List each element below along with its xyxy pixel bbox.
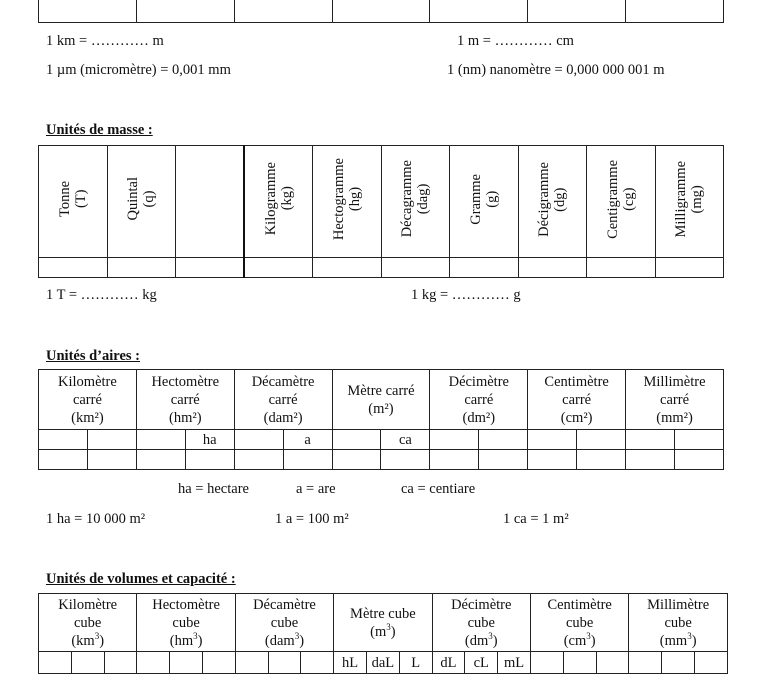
length-cell — [234, 0, 332, 23]
mass-unit-label — [263, 162, 295, 235]
volume-unit-text: Mètre cube — [350, 605, 416, 622]
mass-unit-header — [39, 146, 108, 258]
mass-unit-header — [313, 146, 382, 258]
volume-unit-label — [39, 596, 136, 650]
area-header-row — [39, 370, 724, 430]
mass-unit-header — [244, 146, 313, 258]
mass-unit-name: Hectogramme — [330, 157, 347, 241]
area-cell — [577, 430, 626, 450]
mass-empty-cell — [587, 258, 656, 278]
area-cell — [234, 430, 283, 450]
capacity-unit-cell: dL — [432, 652, 465, 674]
area-cell: ha — [185, 430, 234, 450]
area-cell — [528, 430, 577, 450]
mass-unit-label — [57, 181, 89, 217]
area-unit-text: (km²) — [71, 409, 104, 426]
area-unit-header — [430, 370, 528, 430]
length-conversion: 1 m = ………… cm — [457, 33, 574, 49]
area-cell — [136, 450, 185, 470]
volume-unit-header — [39, 594, 137, 652]
volume-unit-abbr: (dam — [264, 632, 295, 649]
length-cell — [332, 0, 430, 23]
volume-unit-end: ) — [590, 632, 596, 649]
volume-cell — [662, 652, 695, 674]
volume-unit-abbr: (mm — [659, 632, 688, 649]
area-row — [39, 430, 724, 450]
volume-unit-sup: 3 — [193, 630, 198, 641]
volume-cell — [202, 652, 235, 674]
area-equivalence: 1 a = 100 m² — [275, 511, 349, 527]
mass-unit-abbr: (q) — [141, 190, 158, 208]
area-unit-text: (hm²) — [168, 409, 202, 426]
length-cell — [528, 0, 626, 23]
volume-unit-sup: 3 — [687, 630, 692, 641]
area-legend-ca: ca = centiare — [401, 481, 476, 497]
area-cell — [479, 450, 528, 470]
volume-cell — [694, 652, 727, 674]
mass-unit-abbr: (kg) — [278, 186, 295, 212]
mass-unit-name: Décigramme — [536, 161, 553, 237]
mass-unit-label — [673, 161, 705, 238]
volume-header-row — [39, 594, 728, 652]
mass-unit-abbr: (g) — [483, 190, 500, 208]
volume-unit-abbr: (cm — [563, 632, 587, 649]
area-unit-label — [333, 382, 430, 418]
area-cell — [39, 430, 88, 450]
volume-cell — [301, 652, 334, 674]
mass-empty-cell — [655, 258, 724, 278]
mass-unit-label — [605, 160, 637, 239]
area-unit-text: carré — [170, 391, 200, 408]
mass-conversion: 1 kg = ………… g — [411, 287, 521, 303]
volume-unit-end: ) — [99, 632, 105, 649]
mass-empty-row — [39, 258, 724, 278]
mass-unit-name: Centigramme — [604, 159, 621, 239]
area-unit-text: carré — [268, 391, 298, 408]
area-unit-text: carré — [660, 391, 690, 408]
area-cell — [39, 450, 88, 470]
area-cell — [185, 450, 234, 470]
area-cell — [430, 430, 479, 450]
area-unit-text: (mm²) — [656, 409, 693, 426]
volume-unit-text: Décimètre — [451, 596, 512, 613]
mass-empty-cell — [381, 258, 450, 278]
area-unit-header — [332, 370, 430, 430]
volume-unit-label — [433, 596, 530, 650]
length-cell — [626, 0, 724, 23]
mass-unit-name: Tonne — [56, 180, 73, 218]
volume-cell — [563, 652, 596, 674]
area-unit-text: (cm²) — [560, 409, 593, 426]
mass-unit-header — [450, 146, 519, 258]
area-cell — [234, 450, 283, 470]
volume-unit-text: Hectomètre — [152, 596, 220, 613]
mass-unit-abbr: (T) — [72, 189, 89, 209]
area-table — [38, 369, 724, 470]
volume-unit-text: cube — [74, 614, 102, 631]
volume-unit-end: ) — [691, 632, 697, 649]
mass-unit-name: Milligramme — [673, 160, 690, 238]
length-conversion: 1 µm (micromètre) = 0,001 mm — [46, 62, 231, 78]
mass-unit-label — [331, 158, 363, 240]
area-cell — [87, 450, 136, 470]
area-cell — [87, 430, 136, 450]
mass-unit-abbr: (dg) — [552, 186, 569, 212]
area-unit-label — [235, 373, 332, 427]
area-cell: ca — [381, 430, 430, 450]
volume-unit-text: cube — [664, 614, 692, 631]
mass-empty-cell — [107, 258, 176, 278]
volume-row — [39, 652, 728, 674]
area-cell — [674, 450, 723, 470]
area-row — [39, 450, 724, 470]
mass-unit-name: Quintal — [125, 177, 142, 221]
volume-unit-text: cube — [467, 614, 495, 631]
volume-unit-header — [530, 594, 628, 652]
mass-empty-cell — [244, 258, 313, 278]
area-unit-text: carré — [72, 391, 102, 408]
volume-cell — [629, 652, 662, 674]
length-conversion: 1 (nm) nanomètre = 0,000 000 001 m — [447, 62, 665, 78]
mass-empty-cell — [39, 258, 108, 278]
volume-unit-label — [531, 596, 628, 650]
volume-unit-header — [629, 594, 728, 652]
length-cell — [136, 0, 234, 23]
volume-unit-header — [235, 594, 333, 652]
volume-unit-abbr: (m — [370, 623, 387, 640]
area-cell — [528, 450, 577, 470]
volume-cell — [530, 652, 563, 674]
mass-empty-cell — [313, 258, 382, 278]
area-cell — [136, 430, 185, 450]
area-cell — [332, 450, 381, 470]
volume-cell — [170, 652, 203, 674]
area-cell — [283, 450, 332, 470]
area-equivalence: 1 ha = 10 000 m² — [46, 511, 146, 527]
area-cell — [626, 450, 675, 470]
area-unit-text: carré — [562, 391, 592, 408]
volume-unit-label — [236, 596, 333, 650]
area-unit-text: Kilomètre — [58, 373, 117, 390]
length-conversion: 1 km = ………… m — [46, 33, 164, 49]
area-cell — [577, 450, 626, 470]
volume-unit-sup: 3 — [94, 630, 100, 641]
mass-unit-name: Gramme — [467, 173, 484, 225]
volume-unit-text: Millimètre — [647, 596, 710, 613]
mass-empty-cell — [518, 258, 587, 278]
mass-table — [38, 145, 724, 278]
volume-unit-header — [334, 594, 432, 652]
area-unit-label — [430, 373, 527, 427]
capacity-unit-cell: mL — [498, 652, 531, 674]
volume-cell — [137, 652, 170, 674]
volume-unit-text: cube — [270, 614, 299, 631]
area-unit-label — [137, 373, 234, 427]
mass-unit-header — [381, 146, 450, 258]
area-unit-text: (m²) — [368, 400, 394, 417]
mass-empty-cell — [176, 258, 245, 278]
area-unit-text: Hectomètre — [151, 373, 220, 390]
capacity-unit-cell: hL — [334, 652, 367, 674]
volume-unit-end: ) — [492, 632, 498, 649]
length-cell — [39, 0, 137, 23]
mass-unit-label — [399, 160, 431, 237]
volume-unit-end: ) — [390, 623, 396, 640]
area-unit-header — [136, 370, 234, 430]
volume-unit-text: Décamètre — [253, 596, 316, 613]
volume-unit-header — [432, 594, 530, 652]
mass-unit-name: Décagramme — [399, 160, 416, 238]
area-unit-text: Millimètre — [643, 373, 706, 390]
volume-cell — [39, 652, 72, 674]
mass-unit-header — [107, 146, 176, 258]
area-cell — [332, 430, 381, 450]
mass-unit-abbr: (hg) — [346, 186, 363, 212]
volume-cell — [71, 652, 104, 674]
volume-unit-label — [629, 596, 727, 650]
mass-unit-label — [125, 177, 157, 221]
volume-cell — [104, 652, 137, 674]
volume-unit-sup: 3 — [294, 630, 300, 641]
area-heading: Unités d’aires : — [46, 348, 140, 364]
volume-unit-header — [137, 594, 235, 652]
area-unit-text: Décimètre — [448, 373, 509, 390]
capacity-unit-cell: L — [399, 652, 432, 674]
length-cell — [430, 0, 528, 23]
volume-unit-label — [137, 596, 234, 650]
volume-unit-abbr: (hm — [169, 632, 194, 649]
mass-unit-label — [536, 162, 568, 237]
area-legend-a: a = are — [296, 481, 336, 497]
mass-header-row — [39, 146, 724, 258]
volume-unit-text: cube — [565, 614, 594, 631]
volume-unit-sup: 3 — [586, 630, 591, 641]
volume-cell — [268, 652, 301, 674]
mass-empty-cell — [450, 258, 519, 278]
volume-unit-sup: 3 — [386, 621, 391, 632]
volume-heading: Unités de volumes et capacité : — [46, 571, 236, 587]
area-unit-header — [234, 370, 332, 430]
area-unit-header — [626, 370, 724, 430]
area-unit-text: (dm²) — [462, 409, 496, 426]
volume-unit-text: cube — [172, 614, 200, 631]
volume-unit-text: Kilomètre — [58, 596, 118, 613]
area-unit-header — [39, 370, 137, 430]
area-unit-label — [528, 373, 625, 427]
volume-unit-text: Centimètre — [547, 596, 612, 613]
mass-heading: Unités de masse : — [46, 122, 153, 138]
area-cell — [381, 450, 430, 470]
volume-unit-sup: 3 — [488, 630, 493, 641]
area-unit-text: (dam²) — [263, 409, 303, 426]
area-unit-text: Décamètre — [251, 373, 315, 390]
area-cell — [674, 430, 723, 450]
mass-unit-header — [176, 146, 245, 258]
capacity-unit-cell: cL — [465, 652, 498, 674]
area-unit-text: carré — [464, 391, 494, 408]
area-unit-label — [39, 373, 136, 427]
area-cell: a — [283, 430, 332, 450]
mass-unit-name: Kilogramme — [262, 162, 279, 236]
length-table-fragment — [38, 0, 724, 23]
mass-unit-abbr: (cg) — [620, 187, 637, 211]
area-unit-text: Centimètre — [544, 373, 609, 390]
area-unit-label — [626, 373, 723, 427]
mass-unit-abbr: (dag) — [415, 183, 432, 215]
capacity-unit-cell: daL — [366, 652, 399, 674]
volume-unit-end: ) — [197, 632, 203, 649]
area-cell — [479, 430, 528, 450]
area-equivalence: 1 ca = 1 m² — [503, 511, 569, 527]
mass-conversion: 1 T = ………… kg — [46, 287, 157, 303]
volume-cell — [596, 652, 629, 674]
volume-cell — [235, 652, 268, 674]
area-unit-text: Mètre carré — [347, 382, 415, 399]
volume-unit-label — [334, 605, 431, 641]
mass-unit-abbr: (mg) — [689, 184, 706, 214]
mass-unit-header — [655, 146, 724, 258]
area-cell — [430, 450, 479, 470]
volume-unit-abbr: (dm — [464, 632, 489, 649]
volume-table — [38, 593, 728, 674]
area-cell — [626, 430, 675, 450]
area-legend-ha: ha = hectare — [178, 481, 249, 497]
mass-unit-header — [518, 146, 587, 258]
mass-unit-label — [468, 174, 500, 225]
volume-unit-end: ) — [299, 632, 305, 649]
area-unit-header — [528, 370, 626, 430]
volume-unit-abbr: (km — [71, 632, 95, 649]
mass-unit-header — [587, 146, 656, 258]
